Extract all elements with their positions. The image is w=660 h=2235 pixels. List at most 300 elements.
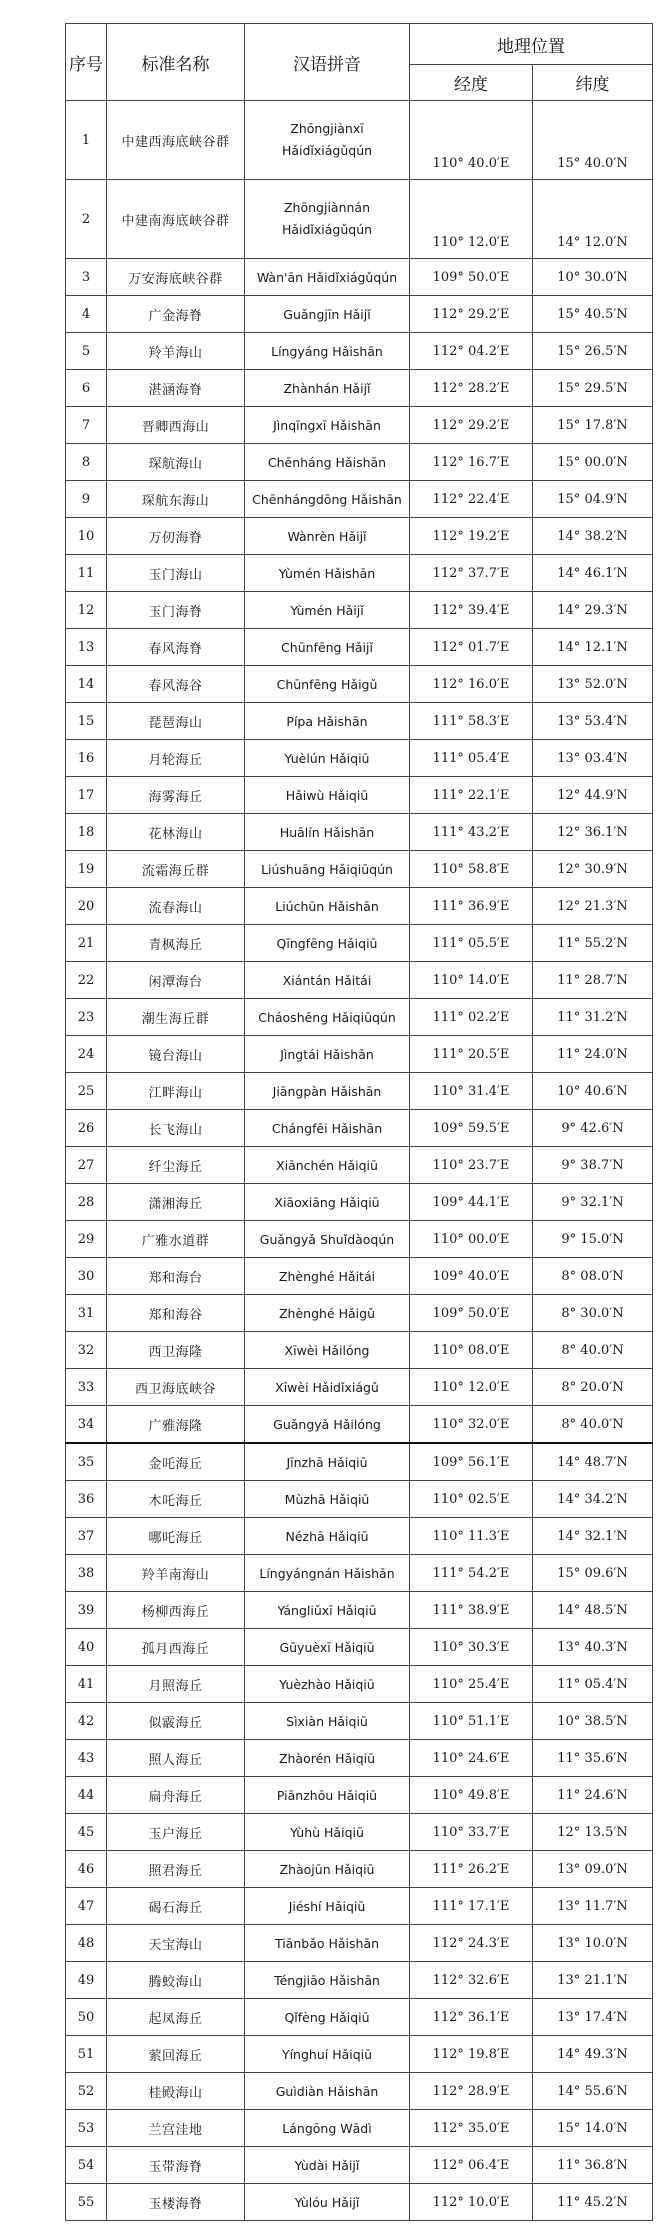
- row-longitude: 110° 30.3′E: [410, 1629, 533, 1666]
- table-row: [66, 2184, 653, 2221]
- row-standard-name: 广雅水道群: [107, 1221, 245, 1258]
- row-number: 38: [66, 1555, 107, 1592]
- row-standard-name: 起凤海丘: [107, 1999, 245, 2036]
- row-number: 51: [66, 2036, 107, 2073]
- row-longitude: 110° 51.1′E: [410, 1703, 533, 1740]
- row-standard-name: 月轮海丘: [107, 740, 245, 777]
- row-longitude: 110° 00.0′E: [410, 1221, 533, 1258]
- row-latitude: 11° 45.2′N: [533, 2184, 653, 2221]
- table-row: [66, 481, 653, 518]
- row-number: 19: [66, 851, 107, 888]
- row-longitude: 112° 28.9′E: [410, 2073, 533, 2110]
- row-longitude: 112° 37.7′E: [410, 555, 533, 592]
- row-standard-name: 木吒海丘: [107, 1481, 245, 1518]
- row-pinyin: Lángōng Wādì: [245, 2110, 410, 2147]
- row-number: 47: [66, 1888, 107, 1925]
- row-latitude: 15° 26.5′N: [533, 333, 653, 370]
- row-number: 28: [66, 1184, 107, 1221]
- row-longitude: 109° 40.0′E: [410, 1258, 533, 1295]
- row-standard-name: 照君海丘: [107, 1851, 245, 1888]
- row-latitude: 11° 36.8′N: [533, 2147, 653, 2184]
- table-row: [66, 592, 653, 629]
- row-pinyin: Chēnháng Hǎishān: [245, 444, 410, 481]
- row-pinyin: Guǎngyǎ Shuǐdàoqún: [245, 1221, 410, 1258]
- row-number: 55: [66, 2184, 107, 2221]
- table-row: [66, 2147, 653, 2184]
- row-standard-name: 纤尘海丘: [107, 1147, 245, 1184]
- row-latitude: 8° 20.0′N: [533, 1369, 653, 1406]
- row-pinyin: Pípa Hǎishān: [245, 703, 410, 740]
- row-pinyin: Xiántán Hǎitái: [245, 962, 410, 999]
- row-pinyin: Jīnzhā Hǎiqiū: [245, 1443, 410, 1481]
- row-pinyin: Qīngfēng Hǎiqiū: [245, 925, 410, 962]
- row-pinyin: Língyángnán Hǎishān: [245, 1555, 410, 1592]
- row-longitude: 112° 01.7′E: [410, 629, 533, 666]
- row-standard-name: 玉楼海脊: [107, 2184, 245, 2221]
- table-row: [66, 1703, 653, 1740]
- place-names-table: [65, 23, 653, 2221]
- row-standard-name: 流霜海丘群: [107, 851, 245, 888]
- table-row: [66, 1147, 653, 1184]
- row-pinyin: Gūyuèxī Hǎiqiū: [245, 1629, 410, 1666]
- row-standard-name: 潇湘海丘: [107, 1184, 245, 1221]
- table-row: [66, 1406, 653, 1444]
- row-standard-name: 流春海山: [107, 888, 245, 925]
- row-pinyin: Hǎiwù Hǎiqiū: [245, 777, 410, 814]
- row-standard-name: 桂殿海山: [107, 2073, 245, 2110]
- row-longitude: 110° 33.7′E: [410, 1814, 533, 1851]
- row-number: 53: [66, 2110, 107, 2147]
- row-number: 9: [66, 481, 107, 518]
- table-row: [66, 370, 653, 407]
- row-pinyin: Yùmén Hǎijǐ: [245, 592, 410, 629]
- row-latitude: 12° 13.5′N: [533, 1814, 653, 1851]
- row-number: 41: [66, 1666, 107, 1703]
- row-latitude: 12° 21.3′N: [533, 888, 653, 925]
- row-latitude: 15° 40.5′N: [533, 296, 653, 333]
- col-header-num: 序号: [66, 24, 107, 101]
- row-standard-name: 杨柳西海丘: [107, 1592, 245, 1629]
- row-number: 31: [66, 1295, 107, 1332]
- row-pinyin: Zhàojūn Hǎiqiū: [245, 1851, 410, 1888]
- row-number: 17: [66, 777, 107, 814]
- row-pinyin: Jiāngpàn Hǎishān: [245, 1073, 410, 1110]
- table-row: [66, 1777, 653, 1814]
- row-standard-name: 羚羊南海山: [107, 1555, 245, 1592]
- row-pinyin: Yùlóu Hǎijǐ: [245, 2184, 410, 2221]
- row-number: 6: [66, 370, 107, 407]
- col-header-pinyin: 汉语拼音: [245, 24, 410, 101]
- col-header-latitude: 纬度: [533, 65, 653, 101]
- table-row: [66, 2110, 653, 2147]
- row-number: 25: [66, 1073, 107, 1110]
- table-row: [66, 962, 653, 999]
- table-row: [66, 851, 653, 888]
- row-number: 36: [66, 1481, 107, 1518]
- row-longitude: 112° 29.2′E: [410, 296, 533, 333]
- row-standard-name: 照人海丘: [107, 1740, 245, 1777]
- row-pinyin: Zhènghé Hǎitái: [245, 1258, 410, 1295]
- row-standard-name: 广雅海隆: [107, 1406, 245, 1444]
- table-row: [66, 1962, 653, 1999]
- table-row: [66, 1592, 653, 1629]
- row-standard-name: 江畔海山: [107, 1073, 245, 1110]
- row-number: 24: [66, 1036, 107, 1073]
- row-pinyin: Xīwèi Hǎilóng: [245, 1332, 410, 1369]
- row-pinyin: Xīwèi Hǎidǐxiágǔ: [245, 1369, 410, 1406]
- row-pinyin: Chūnfēng Hǎigǔ: [245, 666, 410, 703]
- row-latitude: 15° 04.9′N: [533, 481, 653, 518]
- row-standard-name: 闲潭海台: [107, 962, 245, 999]
- row-longitude: 112° 39.4′E: [410, 592, 533, 629]
- row-pinyin: Chēnhángdōng Hǎishān: [245, 481, 410, 518]
- table-row: [66, 1073, 653, 1110]
- table-row: [66, 407, 653, 444]
- table-row: [66, 629, 653, 666]
- row-latitude: 14° 46.1′N: [533, 555, 653, 592]
- row-latitude: 10° 38.5′N: [533, 1703, 653, 1740]
- row-pinyin: Huālín Hǎishān: [245, 814, 410, 851]
- row-pinyin: Cháoshēng Hǎiqiūqún: [245, 999, 410, 1036]
- row-standard-name: 广金海脊: [107, 296, 245, 333]
- row-number: 54: [66, 2147, 107, 2184]
- row-number: 46: [66, 1851, 107, 1888]
- row-number: 49: [66, 1962, 107, 1999]
- table-row: [66, 1925, 653, 1962]
- row-latitude: 9° 32.1′N: [533, 1184, 653, 1221]
- row-pinyin: [245, 180, 410, 259]
- row-number: 10: [66, 518, 107, 555]
- row-latitude: 15° 14.0′N: [533, 2110, 653, 2147]
- table-row: [66, 1888, 653, 1925]
- row-pinyin: Liúshuāng Hǎiqiūqún: [245, 851, 410, 888]
- row-number: 40: [66, 1629, 107, 1666]
- row-number: 20: [66, 888, 107, 925]
- row-latitude: 13° 53.4′N: [533, 703, 653, 740]
- row-latitude: 10° 40.6′N: [533, 1073, 653, 1110]
- row-number: 23: [66, 999, 107, 1036]
- row-longitude: 109° 50.0′E: [410, 1295, 533, 1332]
- table-row: [66, 740, 653, 777]
- row-longitude: 110° 24.6′E: [410, 1740, 533, 1777]
- row-longitude: 111° 43.2′E: [410, 814, 533, 851]
- row-latitude: 12° 36.1′N: [533, 814, 653, 851]
- row-longitude: 110° 23.7′E: [410, 1147, 533, 1184]
- row-number: 3: [66, 259, 107, 296]
- row-standard-name: 羚羊海山: [107, 333, 245, 370]
- row-number: 22: [66, 962, 107, 999]
- table-row: [66, 333, 653, 370]
- row-pinyin: [245, 101, 410, 180]
- table-row: [66, 1851, 653, 1888]
- row-latitude: 8° 08.0′N: [533, 1258, 653, 1295]
- row-standard-name: 郑和海台: [107, 1258, 245, 1295]
- row-standard-name: 哪吒海丘: [107, 1518, 245, 1555]
- table-row: [66, 1036, 653, 1073]
- row-longitude: 110° 25.4′E: [410, 1666, 533, 1703]
- row-standard-name: 湛涵海脊: [107, 370, 245, 407]
- table-row: [66, 777, 653, 814]
- row-longitude: 112° 19.8′E: [410, 2036, 533, 2073]
- row-longitude: 110° 08.0′E: [410, 1332, 533, 1369]
- row-longitude: 111° 20.5′E: [410, 1036, 533, 1073]
- row-pinyin: Yùmén Hǎishān: [245, 555, 410, 592]
- row-number: 52: [66, 2073, 107, 2110]
- row-latitude: 13° 11.7′N: [533, 1888, 653, 1925]
- row-standard-name: 玉门海山: [107, 555, 245, 592]
- row-longitude: 112° 10.0′E: [410, 2184, 533, 2221]
- row-number: 35: [66, 1443, 107, 1481]
- table-row: [66, 1481, 653, 1518]
- table-row: [66, 1814, 653, 1851]
- table-row: [66, 180, 653, 259]
- row-latitude: 8° 40.0′N: [533, 1332, 653, 1369]
- row-latitude: 15° 29.5′N: [533, 370, 653, 407]
- row-number: 27: [66, 1147, 107, 1184]
- row-number: 18: [66, 814, 107, 851]
- table-body: [66, 101, 653, 2221]
- row-pinyin: Zhànhán Hǎijǐ: [245, 370, 410, 407]
- table-row: [66, 259, 653, 296]
- table-row: [66, 1443, 653, 1481]
- row-pinyin-line1: Zhōngjiànxī: [290, 121, 364, 136]
- table-row: [66, 555, 653, 592]
- row-latitude: 15° 40.0′N: [533, 101, 653, 180]
- table-row: [66, 518, 653, 555]
- row-latitude: 11° 24.0′N: [533, 1036, 653, 1073]
- row-latitude: 15° 09.6′N: [533, 1555, 653, 1592]
- row-standard-name: 中建西海底峡谷群: [107, 101, 245, 180]
- table-row: [66, 444, 653, 481]
- row-number: 50: [66, 1999, 107, 2036]
- row-latitude: 13° 17.4′N: [533, 1999, 653, 2036]
- place-names-table-container: [65, 23, 652, 2221]
- row-standard-name: 中建南海底峡谷群: [107, 180, 245, 259]
- row-standard-name: 天宝海山: [107, 1925, 245, 1962]
- row-pinyin: Yángliǔxī Hǎiqiū: [245, 1592, 410, 1629]
- row-pinyin: Jiéshí Hǎiqiū: [245, 1888, 410, 1925]
- row-standard-name: 似霰海丘: [107, 1703, 245, 1740]
- row-longitude: 110° 12.0′E: [410, 180, 533, 259]
- row-pinyin: Wàn'ān Hǎidǐxiágǔqún: [245, 259, 410, 296]
- row-number: 4: [66, 296, 107, 333]
- row-number: 43: [66, 1740, 107, 1777]
- row-standard-name: 玉带海脊: [107, 2147, 245, 2184]
- row-longitude: 112° 32.6′E: [410, 1962, 533, 1999]
- row-standard-name: 腾蛟海山: [107, 1962, 245, 1999]
- row-pinyin: Chángfēi Hǎishān: [245, 1110, 410, 1147]
- row-standard-name: 青枫海丘: [107, 925, 245, 962]
- row-number: 11: [66, 555, 107, 592]
- row-standard-name: 孤月西海丘: [107, 1629, 245, 1666]
- row-number: 39: [66, 1592, 107, 1629]
- row-longitude: 109° 56.1′E: [410, 1443, 533, 1481]
- table-row: [66, 1295, 653, 1332]
- row-longitude: 112° 19.2′E: [410, 518, 533, 555]
- row-latitude: 9° 15.0′N: [533, 1221, 653, 1258]
- row-latitude: 14° 29.3′N: [533, 592, 653, 629]
- row-longitude: 109° 50.0′E: [410, 259, 533, 296]
- row-standard-name: 金吒海丘: [107, 1443, 245, 1481]
- row-longitude: 110° 32.0′E: [410, 1406, 533, 1444]
- table-row: [66, 1184, 653, 1221]
- row-longitude: 111° 36.9′E: [410, 888, 533, 925]
- row-latitude: 9° 38.7′N: [533, 1147, 653, 1184]
- row-longitude: 110° 31.4′E: [410, 1073, 533, 1110]
- row-latitude: 9° 42.6′N: [533, 1110, 653, 1147]
- row-pinyin: Guìdiàn Hǎishān: [245, 2073, 410, 2110]
- row-latitude: 14° 34.2′N: [533, 1481, 653, 1518]
- table-row: [66, 1629, 653, 1666]
- row-standard-name: 郑和海谷: [107, 1295, 245, 1332]
- row-standard-name: 扁舟海丘: [107, 1777, 245, 1814]
- row-longitude: 111° 22.1′E: [410, 777, 533, 814]
- row-number: 5: [66, 333, 107, 370]
- table-row: [66, 888, 653, 925]
- row-number: 33: [66, 1369, 107, 1406]
- row-number: 44: [66, 1777, 107, 1814]
- row-latitude: 13° 09.0′N: [533, 1851, 653, 1888]
- row-pinyin: Téngjiāo Hǎishān: [245, 1962, 410, 1999]
- row-pinyin-line2: Hǎidǐxiágǔqún: [281, 222, 373, 237]
- row-longitude: 110° 58.8′E: [410, 851, 533, 888]
- row-longitude: 111° 58.3′E: [410, 703, 533, 740]
- row-latitude: 12° 44.9′N: [533, 777, 653, 814]
- row-latitude: 12° 30.9′N: [533, 851, 653, 888]
- row-longitude: 110° 12.0′E: [410, 1369, 533, 1406]
- row-number: 32: [66, 1332, 107, 1369]
- row-longitude: 111° 26.2′E: [410, 1851, 533, 1888]
- table-row: [66, 1999, 653, 2036]
- row-latitude: 13° 21.1′N: [533, 1962, 653, 1999]
- row-longitude: 112° 16.0′E: [410, 666, 533, 703]
- row-longitude: 110° 11.3′E: [410, 1518, 533, 1555]
- header-row-top: [66, 24, 653, 65]
- table-row: [66, 1332, 653, 1369]
- row-longitude: 112° 36.1′E: [410, 1999, 533, 2036]
- row-latitude: 11° 05.4′N: [533, 1666, 653, 1703]
- row-longitude: 111° 54.2′E: [410, 1555, 533, 1592]
- row-longitude: 109° 44.1′E: [410, 1184, 533, 1221]
- row-latitude: 14° 55.6′N: [533, 2073, 653, 2110]
- row-latitude: 15° 00.0′N: [533, 444, 653, 481]
- row-pinyin: Mùzhā Hǎiqiū: [245, 1481, 410, 1518]
- row-pinyin-line1: Zhōngjiànnán: [283, 200, 371, 215]
- table-row: [66, 1666, 653, 1703]
- row-number: 37: [66, 1518, 107, 1555]
- row-pinyin: Wànrèn Hǎijǐ: [245, 518, 410, 555]
- table-row: [66, 814, 653, 851]
- row-pinyin: Jìnqīngxī Hǎishān: [245, 407, 410, 444]
- col-header-name: 标准名称: [107, 24, 245, 101]
- row-standard-name: 春风海脊: [107, 629, 245, 666]
- row-latitude: 8° 40.0′N: [533, 1406, 653, 1444]
- row-longitude: 110° 02.5′E: [410, 1481, 533, 1518]
- table-row: [66, 703, 653, 740]
- row-latitude: 14° 12.0′N: [533, 180, 653, 259]
- row-longitude: 111° 05.4′E: [410, 740, 533, 777]
- row-latitude: 14° 48.5′N: [533, 1592, 653, 1629]
- row-pinyin: Tiānbǎo Hǎishān: [245, 1925, 410, 1962]
- table-row: [66, 1555, 653, 1592]
- row-pinyin: Nézhā Hǎiqiū: [245, 1518, 410, 1555]
- row-standard-name: 月照海丘: [107, 1666, 245, 1703]
- table-row: [66, 1369, 653, 1406]
- row-latitude: 13° 52.0′N: [533, 666, 653, 703]
- row-standard-name: 春风海谷: [107, 666, 245, 703]
- col-header-location: 地理位置: [410, 24, 653, 65]
- row-pinyin: Chūnfēng Hǎijǐ: [245, 629, 410, 666]
- row-standard-name: 花林海山: [107, 814, 245, 851]
- row-number: 13: [66, 629, 107, 666]
- row-number: 45: [66, 1814, 107, 1851]
- row-longitude: 109° 59.5′E: [410, 1110, 533, 1147]
- row-number: 12: [66, 592, 107, 629]
- row-standard-name: 长飞海山: [107, 1110, 245, 1147]
- row-standard-name: 琛航海山: [107, 444, 245, 481]
- row-number: 48: [66, 1925, 107, 1962]
- row-pinyin: Piānzhōu Hǎiqiū: [245, 1777, 410, 1814]
- row-latitude: 11° 35.6′N: [533, 1740, 653, 1777]
- row-latitude: 14° 32.1′N: [533, 1518, 653, 1555]
- row-standard-name: 琵琶海山: [107, 703, 245, 740]
- row-pinyin: Língyáng Hǎishān: [245, 333, 410, 370]
- row-longitude: 110° 14.0′E: [410, 962, 533, 999]
- row-pinyin: Yuèzhào Hǎiqiū: [245, 1666, 410, 1703]
- row-latitude: 8° 30.0′N: [533, 1295, 653, 1332]
- row-longitude: 112° 04.2′E: [410, 333, 533, 370]
- row-pinyin: Zhàorén Hǎiqiū: [245, 1740, 410, 1777]
- row-longitude: 111° 38.9′E: [410, 1592, 533, 1629]
- row-number: 29: [66, 1221, 107, 1258]
- table-row: [66, 1740, 653, 1777]
- row-pinyin: Yínghuí Hǎiqiū: [245, 2036, 410, 2073]
- row-number: 26: [66, 1110, 107, 1147]
- row-latitude: 13° 03.4′N: [533, 740, 653, 777]
- row-standard-name: 镜台海山: [107, 1036, 245, 1073]
- row-pinyin: Xiānchén Hǎiqiū: [245, 1147, 410, 1184]
- table-row: [66, 1110, 653, 1147]
- col-header-longitude: 经度: [410, 65, 533, 101]
- row-pinyin: Guǎngjīn Hǎijǐ: [245, 296, 410, 333]
- row-number: 42: [66, 1703, 107, 1740]
- row-longitude: 112° 24.3′E: [410, 1925, 533, 1962]
- row-latitude: 10° 30.0′N: [533, 259, 653, 296]
- row-longitude: 111° 05.5′E: [410, 925, 533, 962]
- row-longitude: 112° 16.7′E: [410, 444, 533, 481]
- row-pinyin: Qǐfèng Hǎiqiū: [245, 1999, 410, 2036]
- row-pinyin: Zhènghé Hǎigǔ: [245, 1295, 410, 1332]
- row-number: 14: [66, 666, 107, 703]
- row-standard-name: 潮生海丘群: [107, 999, 245, 1036]
- row-pinyin: Sìxiàn Hǎiqiū: [245, 1703, 410, 1740]
- table-row: [66, 2073, 653, 2110]
- row-number: 34: [66, 1406, 107, 1444]
- row-standard-name: 萦回海丘: [107, 2036, 245, 2073]
- row-number: 1: [66, 101, 107, 180]
- row-standard-name: 玉门海脊: [107, 592, 245, 629]
- row-number: 2: [66, 180, 107, 259]
- row-number: 16: [66, 740, 107, 777]
- row-latitude: 14° 12.1′N: [533, 629, 653, 666]
- row-longitude: 110° 49.8′E: [410, 1777, 533, 1814]
- row-standard-name: 兰宫洼地: [107, 2110, 245, 2147]
- row-pinyin: Xiāoxiāng Hǎiqiū: [245, 1184, 410, 1221]
- row-longitude: 110° 40.0′E: [410, 101, 533, 180]
- table-row: [66, 2036, 653, 2073]
- row-pinyin: Liúchūn Hǎishān: [245, 888, 410, 925]
- row-standard-name: 西卫海底峡谷: [107, 1369, 245, 1406]
